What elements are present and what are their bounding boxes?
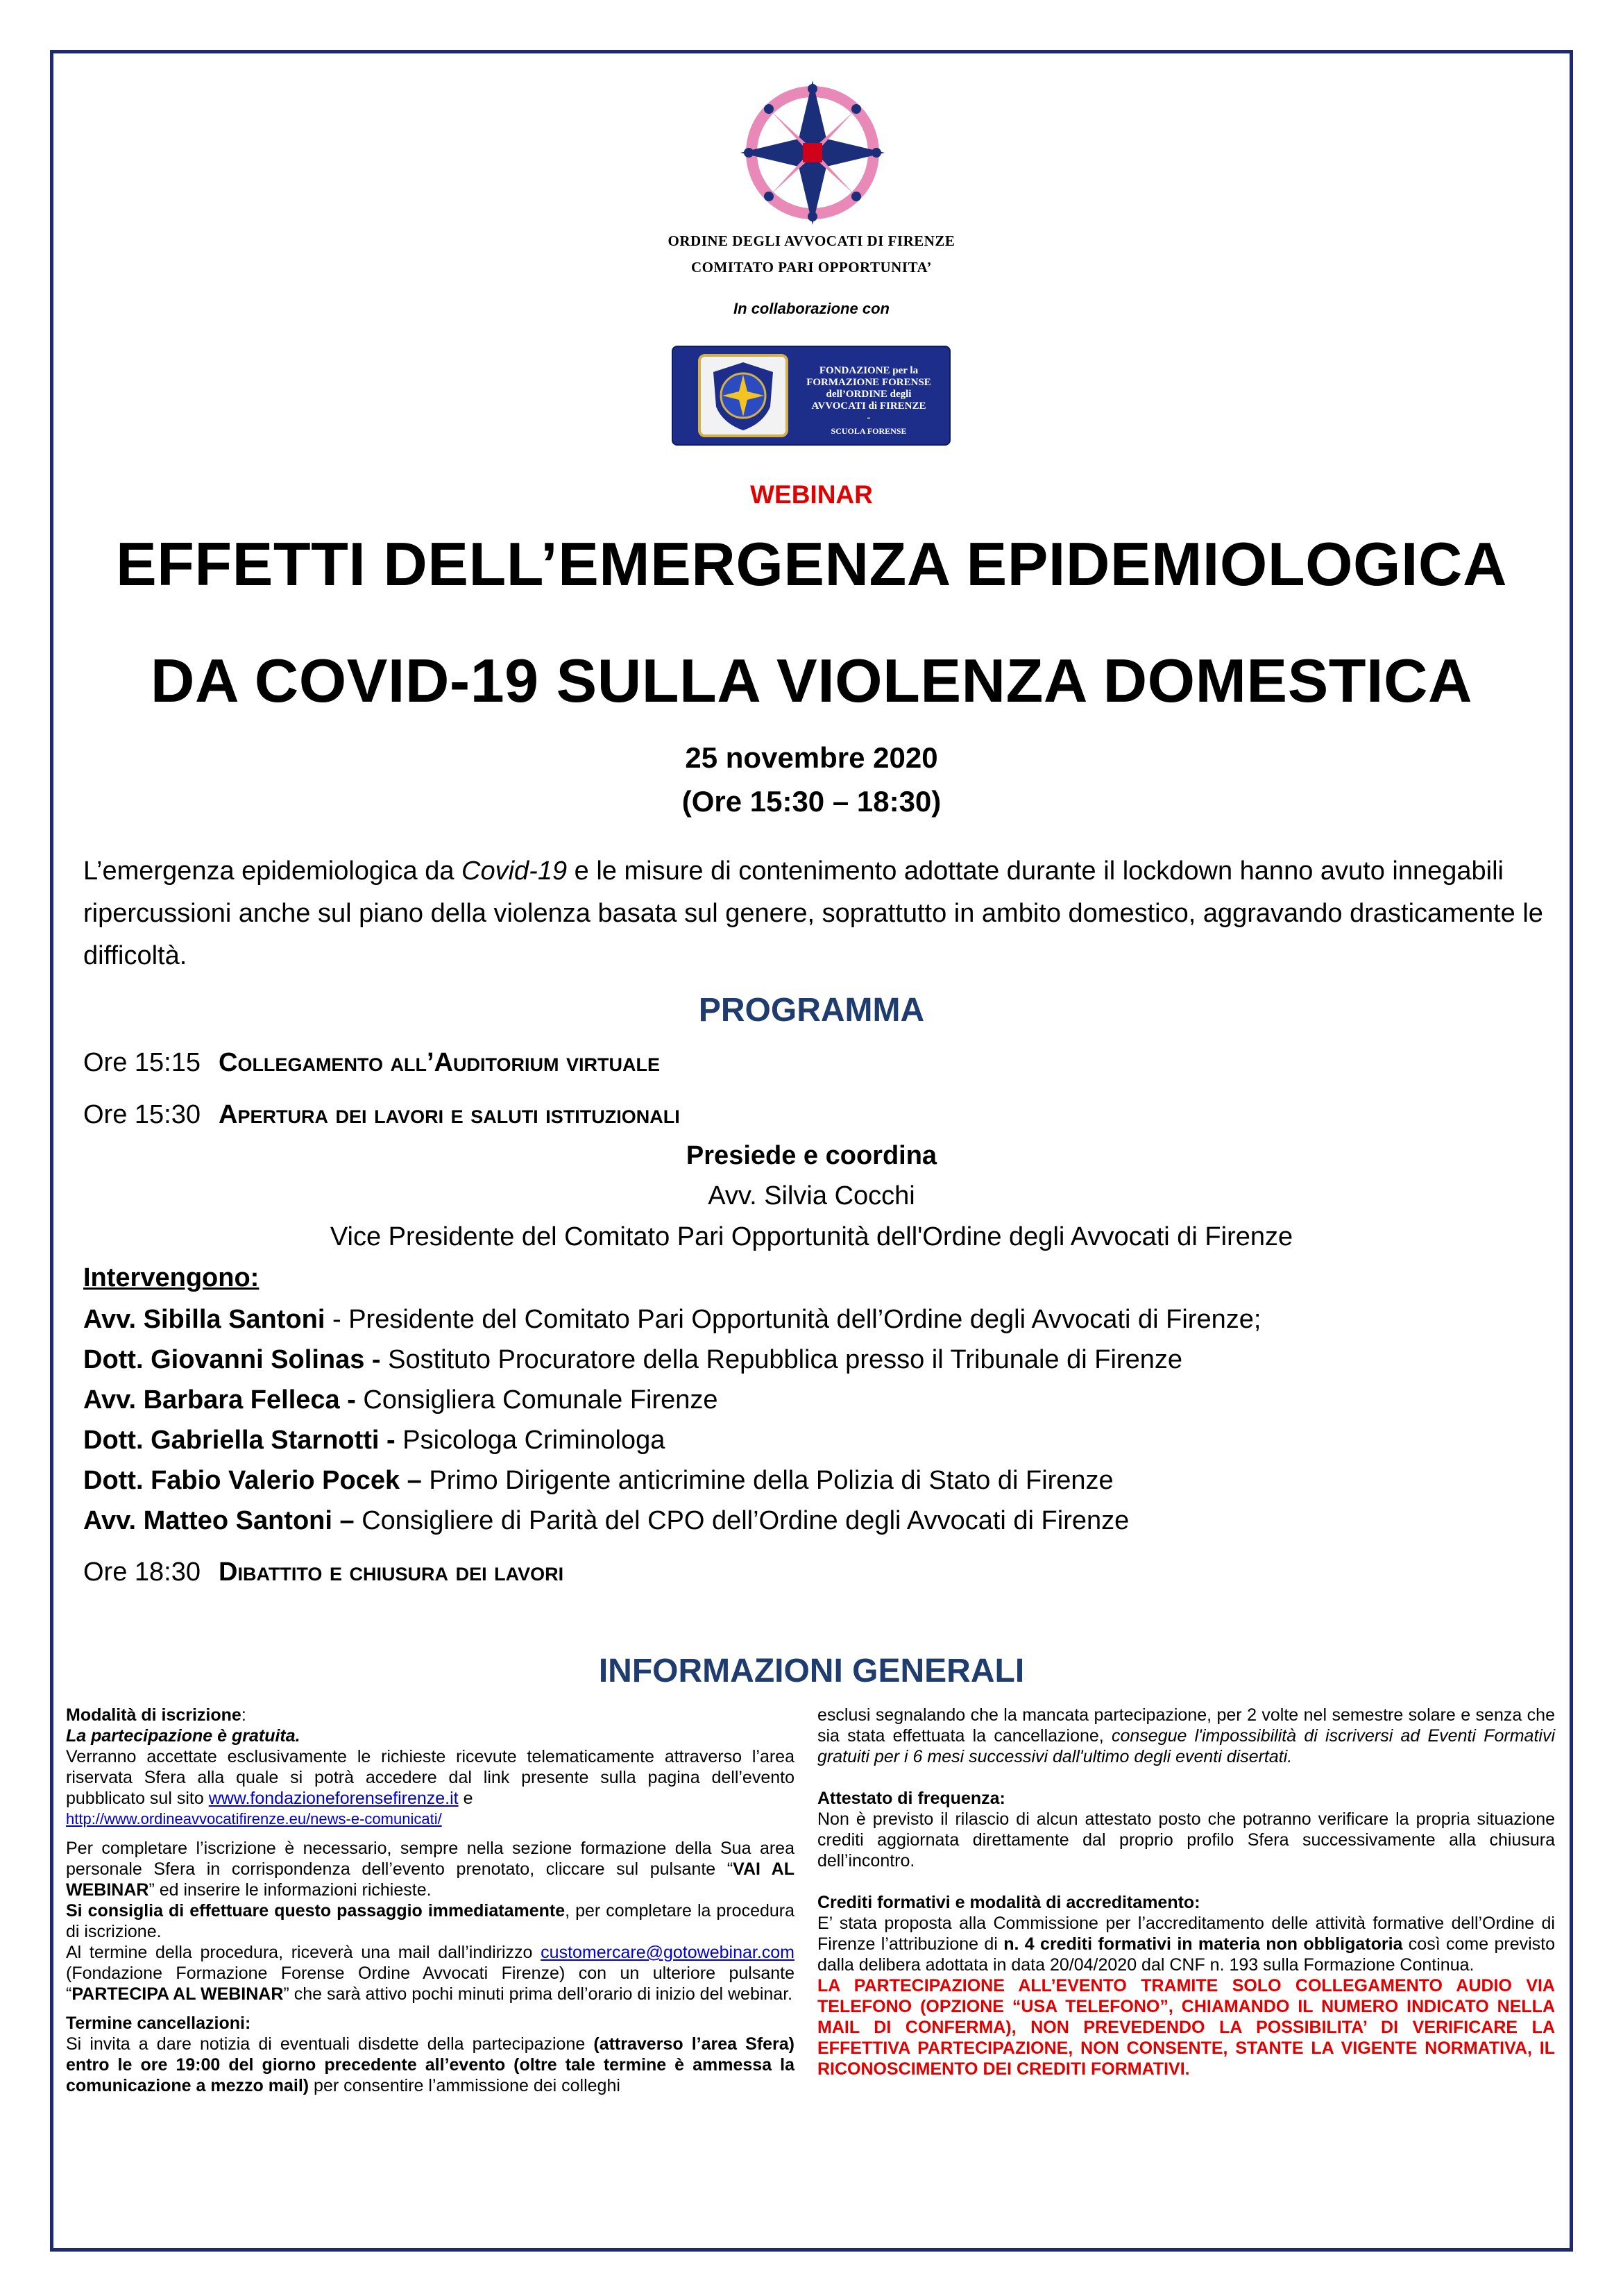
presiede-name: Avv. Silvia Cocchi xyxy=(708,1181,915,1210)
event-time: (Ore 15:30 – 18:30) xyxy=(681,785,942,818)
compass-rose-icon xyxy=(736,76,889,229)
fondazione-text-5: - xyxy=(867,412,871,423)
presiede-role: Vice Presidente del Comitato Pari Opportunità dell'Ordine degli Avvocati di Firenze xyxy=(330,1222,1293,1251)
speaker-row: Dott. Gabriella Starnotti - Psicologa Criminologa xyxy=(83,1426,665,1455)
event-type: WEBINAR xyxy=(750,480,873,509)
fondazione-link[interactable]: www.fondazioneforensefirenze.it xyxy=(208,1789,459,1808)
info-heading: INFORMAZIONI GENERALI xyxy=(598,1653,1025,1689)
fondazione-text-2: FORMAZIONE FORENSE xyxy=(806,377,931,388)
speaker-row: Dott. Giovanni Solinas - Sostituto Procuratore della Repubblica presso il Tribunale di Firenze xyxy=(83,1345,1182,1374)
shield-icon xyxy=(698,354,788,437)
cancel-label: Termine cancellazioni: xyxy=(66,2014,251,2033)
fondazione-sub: SCUOLA FORENSE xyxy=(831,426,907,436)
fondazione-text-4: AVVOCATI di FIRENZE xyxy=(811,400,926,412)
ordine-logo xyxy=(736,76,889,229)
speaker-row: Avv. Sibilla Santoni - Presidente del Comitato Pari Opportunità dell’Ordine degli Avvocati di Firenze; xyxy=(83,1305,1261,1334)
info-left-column: Modalità di iscrizione: La partecipazione è gratuita. Verranno accettate esclusivamente le richieste ricevute telematicamente attraverso l’area riservata Sfera alla quale si potrà accedere dal link presente sulla pagina dell’evento pubblicato sul sito www.fondazioneforensefirenze.it e http://www.ordineavvocatifirenze.eu/news-e-comunicati/ Per completare l’iscrizione è necessario, sempre nella sezione formazione della Sua area personale Sfera in corrispondenza dell’evento prenotato, cliccare sul pulsante “VAI AL WEBINAR” ed inserire le informazioni richieste. Si consiglia di effettuare questo passaggio immediatamente, per completare la procedura di iscrizione. Al termine della procedura, riceverà una mail dall’indirizzo customercare@gotowebinar.com (Fondazione Formazione Forense Ordine Avvocati Firenze) con un ulteriore pulsante “PARTECIPA AL WEBINAR” che sarà attivo pochi minuti prima dell’orario di inizio del webinar. Termine cancellazioni: Si invita a dare notizia di eventuali disdette della partecipazione (attraverso l’area Sfera) entro le ore 19:00 del giorno precedente all’evento (oltre tale termine è ammessa la comunicazione a mezzo mail) per consentire l’ammissione dei colleghi xyxy=(66,1705,795,2095)
programma-heading: PROGRAMMA xyxy=(698,992,925,1029)
customercare-email-link[interactable]: customercare@gotowebinar.com xyxy=(541,1943,794,1962)
ordine-news-link[interactable]: http://www.ordineavvocatifirenze.eu/news-e-comunicati/ xyxy=(66,1810,442,1827)
speaker-row: Avv. Matteo Santoni – Consigliere di Parità del CPO dell’Ordine degli Avvocati di Firenze xyxy=(83,1506,1130,1535)
fondazione-text-1: FONDAZIONE per la xyxy=(819,365,919,376)
event-title-line1: EFFETTI DELL’EMERGENZA EPIDEMIOLOGICA xyxy=(115,530,1508,598)
crediti-label: Crediti formativi e modalità di accreditamento: xyxy=(817,1893,1200,1912)
org-committee: COMITATO PARI OPPORTUNITA’ xyxy=(690,259,933,276)
crediti-warning: LA PARTECIPAZIONE ALL’EVENTO TRAMITE SOLO COLLEGAMENTO AUDIO VIA TELEFONO (OPZIONE “USA TELEFONO”, CHIAMANDO IL NUMERO INDICATO NELLA MAIL DI CONFERMA), NON PREVEDENDO LA POSSIBILITA’ DI VERIFICARE LA EFFETTIVA PARTECIPAZIONE, NON CONSENTE, STANTE LA VIGENTE NORMATIVA, IL RICONOSCIMENTO DEI CREDITI FORMATIVI. xyxy=(817,1976,1555,2079)
presiede-label: Presiede e coordina xyxy=(686,1141,937,1170)
fondazione-text-3: dell’ORDINE degli xyxy=(826,389,912,400)
programma-item: Ore 18:30 Dibattito e chiusura dei lavori xyxy=(83,1558,564,1587)
collab-label: In collaborazione con xyxy=(733,300,890,317)
fondazione-logo xyxy=(673,347,949,444)
programma-item: Ore 15:15 Collegamento all’Auditorium virtuale xyxy=(83,1048,661,1077)
speaker-row: Dott. Fabio Valerio Pocek – Primo Dirigente anticrimine della Polizia di Stato di Firenze xyxy=(83,1466,1114,1495)
attestato-label: Attestato di frequenza: xyxy=(817,1789,1005,1808)
event-date: 25 novembre 2020 xyxy=(685,741,938,774)
programma-item: Ore 15:30 Apertura dei lavori e saluti istituzionali xyxy=(83,1100,680,1129)
event-title-line2: DA COVID-19 SULLA VIOLENZA DOMESTICA xyxy=(150,646,1473,715)
speaker-row: Avv. Barbara Felleca - Consigliera Comunale Firenze xyxy=(83,1385,718,1415)
intro-paragraph: L’emergenza epidemiologica da Covid-19 e le misure di contenimento adottate durante il lockdown hanno avuto innegabili ripercussioni anche sul piano della violenza basata sul genere, soprattutto in ambito domestico, aggravando drasticamente le difficoltà. xyxy=(83,856,1543,970)
info-right-column: esclusi segnalando che la mancata partecipazione, per 2 volte nel semestre solare e senza che sia stata effettuata la cancellazione, consegue l'impossibilità di iscriversi ad Eventi Formativi gratuiti per i 6 mesi successivi dall'ultimo degli eventi disertati. Attestato di frequenza: Non è previsto il rilascio di alcun attestato posto che potranno verificare la propria situazione crediti aggiornata direttamente dal proprio profilo Sfera successivamente alla chiusura dell’incontro. Crediti formativi e modalità di accreditamento: E’ stata proposta alla Commissione per l’accreditamento delle attività formative dell’Ordine di Firenze l’attribuzione di n. 4 crediti formativi in materia non obbligatoria così come previsto dalla delibera adottata in data 20/04/2020 dal CNF n. 193 sulla Formazione Continua. LA PARTECIPAZIONE ALL’EVENTO TRAMITE SOLO COLLEGAMENTO AUDIO VIA TELEFONO (OPZIONE “USA TELEFONO”, CHIAMANDO IL NUMERO INDICATO NELLA MAIL DI CONFERMA), NON PREVEDENDO LA POSSIBILITA’ DI VERIFICARE LA EFFETTIVA PARTECIPAZIONE, NON CONSENTE, STANTE LA VIGENTE NORMATIVA, IL RICONOSCIMENTO DEI CREDITI FORMATIVI. xyxy=(817,1705,1556,2079)
gratuita-note: La partecipazione è gratuita. xyxy=(66,1726,300,1746)
org-name: ORDINE DEGLI AVVOCATI DI FIRENZE xyxy=(668,233,955,249)
intervengono-label: Intervengono: xyxy=(83,1263,260,1292)
